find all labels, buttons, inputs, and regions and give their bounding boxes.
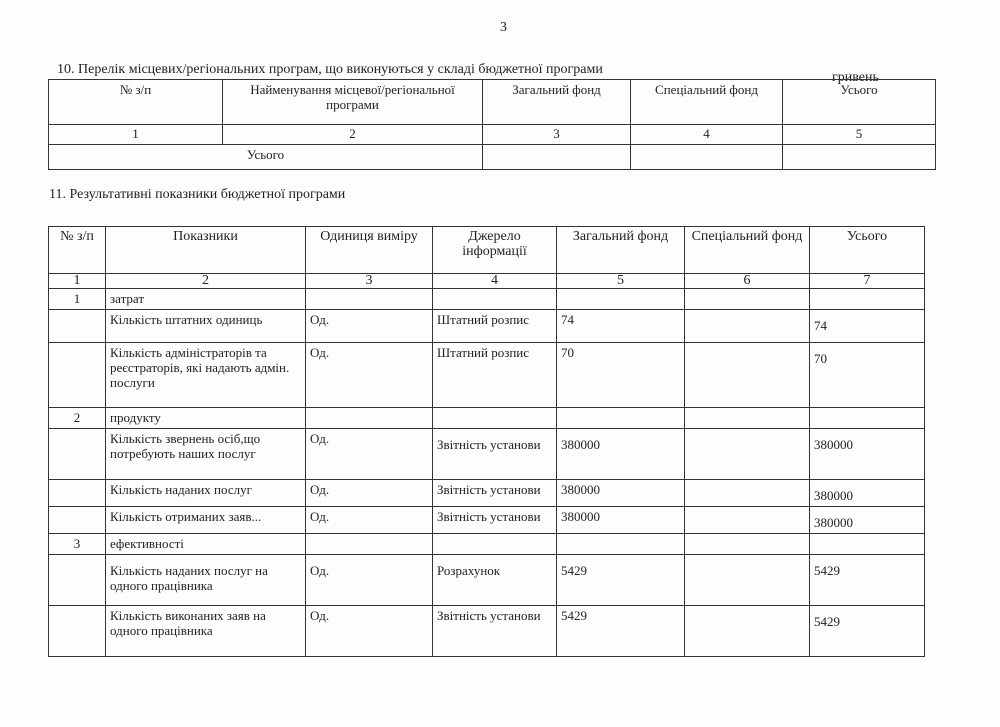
general-fund-cell: 74	[557, 310, 685, 343]
source-cell: Звітність установи	[433, 606, 557, 657]
header-cell: Найменування місцевої/регіональної програми	[223, 80, 483, 125]
indicator-name: Кількість штатних одиниць	[106, 310, 306, 343]
indicator-name: Кількість виконаних заяв на одного працівника	[106, 606, 306, 657]
total-special	[631, 145, 783, 170]
unit-cell: Од.	[306, 343, 433, 408]
group-row	[49, 408, 925, 429]
group-name: продукту	[106, 408, 306, 429]
currency-units: гривень	[832, 70, 879, 85]
table-row	[49, 310, 925, 343]
table-row	[49, 343, 925, 408]
indicator-name: Кількість звернень осіб,що потребують наших послуг	[106, 429, 306, 480]
group-number: 2	[49, 408, 106, 429]
header-cell: Загальний фонд	[483, 80, 631, 125]
special-fund-cell	[685, 555, 810, 606]
header-cell: Усього	[783, 80, 936, 125]
source-cell: Звітність установи	[433, 507, 557, 534]
table-row	[49, 429, 925, 480]
group-name: ефективності	[106, 534, 306, 555]
total-cell: 380000	[810, 429, 925, 480]
group-row	[49, 289, 925, 310]
section-11-title: 11. Результативні показники бюджетної програми	[49, 187, 346, 202]
source-cell: Звітність установи	[433, 429, 557, 480]
column-number: 5	[783, 125, 936, 145]
table-row	[49, 555, 925, 606]
indicator-name: Кількість адміністраторів та реєстраторів, які надають адмін. послуги	[106, 343, 306, 408]
table-row	[49, 480, 925, 507]
unit-cell: Од.	[306, 606, 433, 657]
total-cell: 5429	[810, 606, 925, 657]
source-cell: Звітність установи	[433, 480, 557, 507]
table-row	[49, 507, 925, 534]
indicator-name: Кількість наданих послуг	[106, 480, 306, 507]
header-cell: Загальний фонд	[557, 227, 685, 274]
unit-cell: Од.	[306, 429, 433, 480]
unit-cell: Од.	[306, 310, 433, 343]
general-fund-cell: 380000	[557, 507, 685, 534]
special-fund-cell	[685, 310, 810, 343]
table-row	[49, 606, 925, 657]
total-sum	[783, 145, 936, 170]
column-number: 5	[557, 274, 685, 289]
general-fund-cell: 380000	[557, 429, 685, 480]
column-number: 2	[223, 125, 483, 145]
total-label: Усього	[49, 145, 483, 170]
source-cell: Розрахунок	[433, 555, 557, 606]
group-number: 3	[49, 534, 106, 555]
column-number: 2	[106, 274, 306, 289]
special-fund-cell	[685, 429, 810, 480]
column-number: 4	[631, 125, 783, 145]
unit-cell: Од.	[306, 555, 433, 606]
header-cell: Показники	[106, 227, 306, 274]
column-number: 1	[49, 274, 106, 289]
header-cell: Джерело інформації	[433, 227, 557, 274]
column-number: 7	[810, 274, 925, 289]
total-cell: 5429	[810, 555, 925, 606]
performance-indicators-table	[48, 226, 925, 657]
header-cell: № з/п	[49, 227, 106, 274]
column-number: 1	[49, 125, 223, 145]
special-fund-cell	[685, 343, 810, 408]
page-number: 3	[500, 20, 507, 35]
source-cell: Штатний розпис	[433, 310, 557, 343]
group-number: 1	[49, 289, 106, 310]
total-cell: 380000	[810, 507, 925, 534]
column-number: 3	[483, 125, 631, 145]
total-general	[483, 145, 631, 170]
section-10-title: 10. Перелік місцевих/регіональних програм, що виконуються у складі бюджетної програми	[57, 62, 603, 77]
group-name: затрат	[106, 289, 306, 310]
table-header-row	[49, 80, 936, 125]
source-cell: Штатний розпис	[433, 343, 557, 408]
general-fund-cell: 380000	[557, 480, 685, 507]
general-fund-cell: 5429	[557, 555, 685, 606]
general-fund-cell: 70	[557, 343, 685, 408]
general-fund-cell: 5429	[557, 606, 685, 657]
special-fund-cell	[685, 606, 810, 657]
total-cell: 70	[810, 343, 925, 408]
total-row	[49, 145, 936, 170]
column-number-row	[49, 125, 936, 145]
header-cell: Одиниця виміру	[306, 227, 433, 274]
unit-cell: Од.	[306, 480, 433, 507]
column-number-row	[49, 274, 925, 289]
column-number: 6	[685, 274, 810, 289]
table-header-row	[49, 227, 925, 274]
local-programs-table	[48, 79, 936, 170]
indicator-name: Кількість наданих послуг на одного працівника	[106, 555, 306, 606]
total-cell: 74	[810, 310, 925, 343]
header-cell: Спеціальний фонд	[631, 80, 783, 125]
header-cell: № з/п	[49, 80, 223, 125]
column-number: 4	[433, 274, 557, 289]
total-cell: 380000	[810, 480, 925, 507]
indicator-name: Кількість отриманих заяв...	[106, 507, 306, 534]
special-fund-cell	[685, 480, 810, 507]
column-number: 3	[306, 274, 433, 289]
header-cell: Усього	[810, 227, 925, 274]
header-cell: Спеціальний фонд	[685, 227, 810, 274]
group-row	[49, 534, 925, 555]
special-fund-cell	[685, 507, 810, 534]
unit-cell: Од.	[306, 507, 433, 534]
